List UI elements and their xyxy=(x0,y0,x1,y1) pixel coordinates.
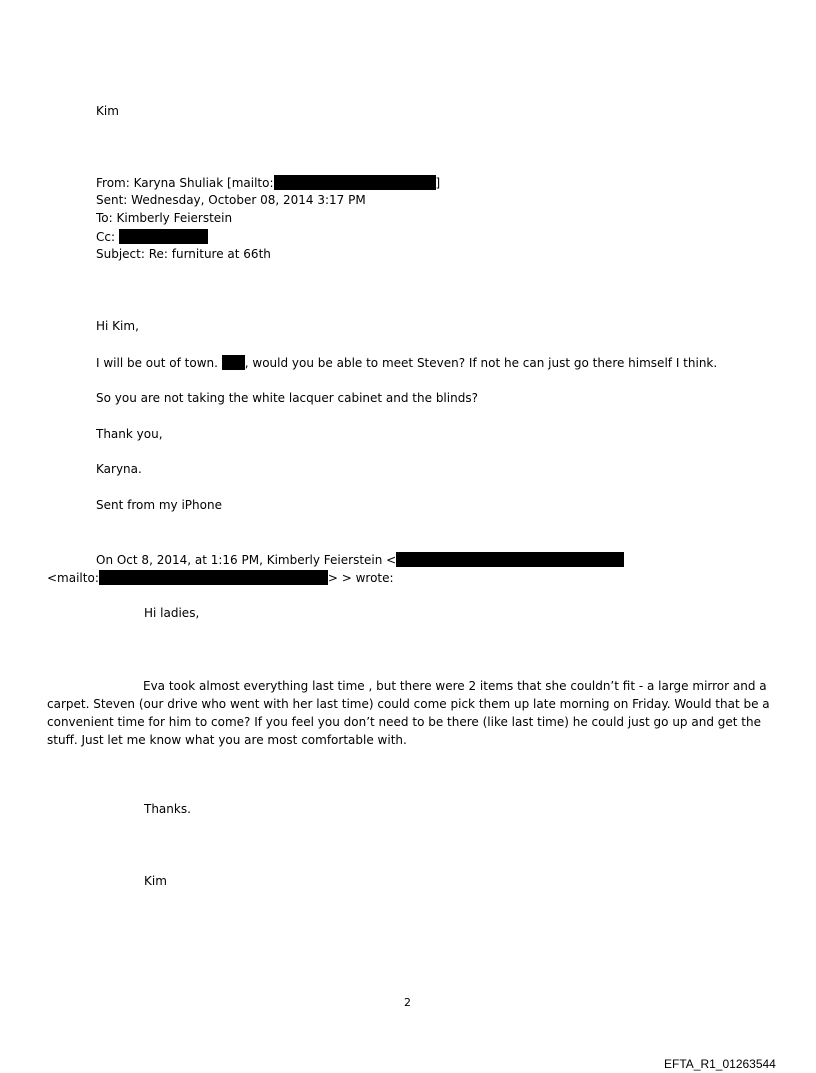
header-subject: Subject: Re: furniture at 66th xyxy=(96,247,271,261)
reply-line2: So you are not taking the white lacquer cabinet and the blinds? xyxy=(96,391,478,405)
quoted-signoff: Kim xyxy=(144,874,167,888)
page-number: 2 xyxy=(404,996,411,1009)
header-cc xyxy=(96,229,208,245)
redaction-quote-email xyxy=(396,552,624,567)
from-prefix: From: Karyna Shuliak [mailto: xyxy=(96,176,274,190)
quoted-body-paragraph xyxy=(47,677,771,749)
quote-header-line2 xyxy=(47,570,394,586)
quote-header-text: On Oct 8, 2014, at 1:16 PM, Kimberly Feierstein < xyxy=(96,553,397,567)
quoted-greeting: Hi ladies, xyxy=(144,606,200,620)
redaction-cc xyxy=(119,229,208,244)
reply-sent-from: Sent from my iPhone xyxy=(96,498,222,512)
top-signoff: Kim xyxy=(96,104,119,118)
redaction-from-email xyxy=(274,175,436,190)
reply-line1-after: , would you be able to meet Steven? If not he can just go there himself I think. xyxy=(244,356,718,370)
mailto-suffix: > > wrote: xyxy=(327,571,394,585)
reply-thanks: Thank you, xyxy=(96,427,163,441)
quote-header-line1 xyxy=(96,552,624,568)
reply-greeting: Hi Kim, xyxy=(96,319,139,333)
reply-name: Karyna. xyxy=(96,462,142,476)
quoted-thanks: Thanks. xyxy=(144,802,191,816)
mailto-prefix: <mailto: xyxy=(47,571,99,585)
header-to: To: Kimberly Feierstein xyxy=(96,211,233,225)
from-suffix: ] xyxy=(435,176,441,190)
cc-label: Cc: xyxy=(96,230,116,244)
document-id: EFTA_R1_01263544 xyxy=(664,1057,776,1071)
quoted-body-text: Eva took almost everything last time , but there were 2 items that she couldn’t fit - a large mirror and a carpet. Steven (our drive who went with her last time) could come pick them up late morning on Friday. Would that be a convenient time for him to come? If you feel you don’t need to be there (like last time) he could just go up and get the stuff. Just let me know what you are most comfortable with. xyxy=(47,679,770,747)
reply-line1 xyxy=(96,355,717,371)
header-sent: Sent: Wednesday, October 08, 2014 3:17 PM xyxy=(96,193,366,207)
redaction-mailto xyxy=(99,570,328,585)
redaction-name xyxy=(222,355,245,370)
header-from xyxy=(96,175,440,191)
reply-line1-before: I will be out of town. xyxy=(96,356,218,370)
